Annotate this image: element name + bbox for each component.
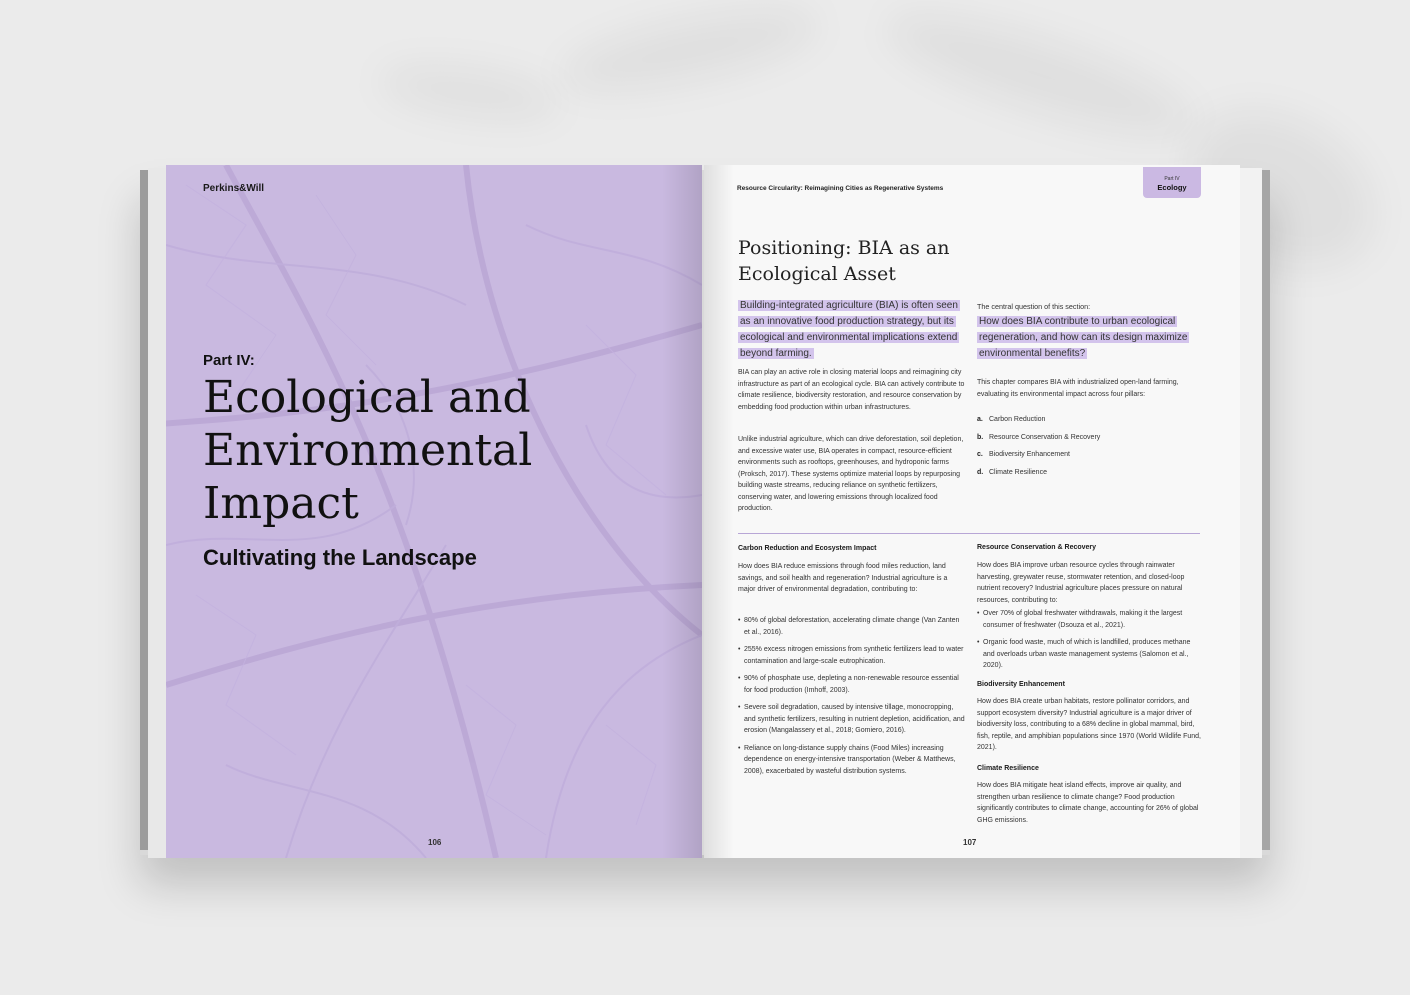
page-stack-right (1240, 168, 1262, 858)
leaf-shadow (557, 0, 824, 106)
biodiversity-text: How does BIA create urban habitats, restore pollinator corridors, and support ecosystem diversity? Industrial agriculture is a major driver of biodiversity loss, contributing to a 68% decline in global mammal, bird, fish, reptile, and amphibian populations since 1970 (World Wildlife Fund, 2021). (977, 698, 1201, 751)
chapter-subtitle: Cultivating the Landscape (203, 545, 477, 570)
pillar-item (977, 469, 1100, 487)
cover-edge-left (140, 170, 148, 850)
gutter-shadow (704, 165, 734, 858)
climate-text: How does BIA mitigate heat island effects, improve air quality, and strengthen urban resilience to climate change? Food production significantly contributes to climate change, accounting for 26% of global GHG emissions. (977, 782, 1199, 824)
list-item: • Reliance on long-distance supply chains (Food Miles) increasing dependence on energy-intensive transportation (Weber & Matthews, 2008), exacerbated by wasteful distribution systems. (738, 743, 966, 778)
chapter-intro: This chapter compares BIA with industrialized open-land farming, evaluating its environmental impact across four pillars: (977, 379, 1179, 398)
section-divider (738, 533, 1200, 534)
carbon-heading: Carbon Reduction and Ecosystem Impact (738, 545, 877, 552)
pillar-list (977, 416, 1100, 486)
cover-edge-right (1262, 170, 1270, 850)
tab-part-label: Part IV (1164, 176, 1180, 182)
chapter-title: Ecological and Environmental Impact (203, 372, 533, 529)
left-page (166, 165, 702, 858)
pillar-item (977, 451, 1100, 469)
carbon-bullet-list (738, 615, 966, 783)
question-highlight (977, 314, 1205, 362)
pillar-letter: a. (977, 416, 983, 423)
question-label: The central question of this section: (977, 302, 1091, 311)
tab-section-name: Ecology (1157, 183, 1187, 192)
climate-heading: Climate Resilience (977, 765, 1039, 772)
running-head: Resource Circularity: Reimagining Cities as Regenerative Systems (737, 185, 944, 192)
brand-logo-text: Perkins&Will (203, 183, 265, 194)
section-title: Positioning: BIA as an Ecological Asset (738, 237, 950, 285)
pillar-letter: c. (977, 451, 983, 458)
section-tab (1143, 167, 1201, 198)
carbon-intro: How does BIA reduce emissions through food miles reduction, land savings, and soil health and regeneration? Industrial agriculture is a major driver of environmental degradation, contributing to: (738, 563, 948, 593)
list-item: • Organic food waste, much of which is landfilled, produces methane and overloads urban waste management systems (Salomon et al., 2020). (977, 637, 1203, 672)
intro-paragraph-2: Unlike industrial agriculture, which can drive deforestation, soil depletion, and excessive water use, BIA operates in compact, resource-efficient environments such as rooftops, greenhouses, and hydroponic farms (Proksch, 2017). These systems optimize material loops by repurposing building waste streams, reducing reliance on synthetic fertilizers, conserving water, and lowering emissions through localized food production. (738, 436, 964, 512)
pillar-letter: d. (977, 468, 984, 476)
leaf-shadow (378, 58, 563, 128)
resource-heading: Resource Conservation & Recovery (977, 544, 1097, 551)
page-number-left: 106 (428, 838, 442, 847)
pillar-letter: b. (977, 433, 984, 441)
page-stack-left (148, 168, 166, 858)
open-book (140, 160, 1270, 860)
pillar-text: Resource Conservation & Recovery (989, 433, 1101, 441)
list-item: • 90% of phosphate use, depleting a non-renewable resource essential for food production (Imhoff, 2003). (738, 673, 966, 696)
page-number-right: 107 (963, 838, 977, 847)
pillar-text: Carbon Reduction (989, 416, 1046, 423)
intro-highlight (738, 298, 968, 362)
intro-highlight-text: Building-integrated agriculture (BIA) is often seen as an innovative food production strategy, but its ecological and environmental implications extend beyond farming. (740, 300, 958, 359)
part-label: Part IV: (203, 352, 255, 369)
right-page (704, 165, 1240, 858)
list-item: • 255% excess nitrogen emissions from synthetic fertilizers lead to water contamination and large-scale eutrophication. (738, 644, 966, 667)
leaf-shadow (877, 0, 1203, 158)
intro-paragraph-1: BIA can play an active role in closing material loops and reimagining city infrastructure as part of an ecological cycle. BIA can actively contribute to climate resilience, biodiversity restoration, and resource conservation by embedding food production within urban infrastructures. (738, 369, 965, 411)
pillar-text: Climate Resilience (989, 468, 1047, 476)
gutter-shadow (662, 165, 702, 858)
question-highlight-text: How does BIA contribute to urban ecological regeneration, and how can its design maximize environmental benefits? (979, 316, 1188, 359)
biodiversity-heading: Biodiversity Enhancement (977, 681, 1065, 688)
pillar-item (977, 416, 1100, 434)
resource-bullet-list (977, 608, 1203, 678)
list-item: • Over 70% of global freshwater withdrawals, making it the largest consumer of freshwater (Dsouza et al., 2021). (977, 608, 1203, 631)
list-item: • 80% of global deforestation, accelerating climate change (Van Zanten et al., 2016). (738, 615, 966, 638)
pillar-item (977, 434, 1100, 452)
resource-intro: How does BIA improve urban resource cycles through rainwater harvesting, greywater reuse, stormwater retention, and closed-loop nutrient recovery? Industrial agriculture places pressure on natural resources, contributing to: (977, 562, 1185, 604)
list-item: • Severe soil degradation, caused by intensive tillage, monocropping, and synthetic fertilizers, resulting in nutrient depletion, acidification, and erosion (Mangalassery et al., 2018; Gomiero, 2016). (738, 702, 966, 737)
pillar-text: Biodiversity Enhancement (989, 451, 1070, 458)
